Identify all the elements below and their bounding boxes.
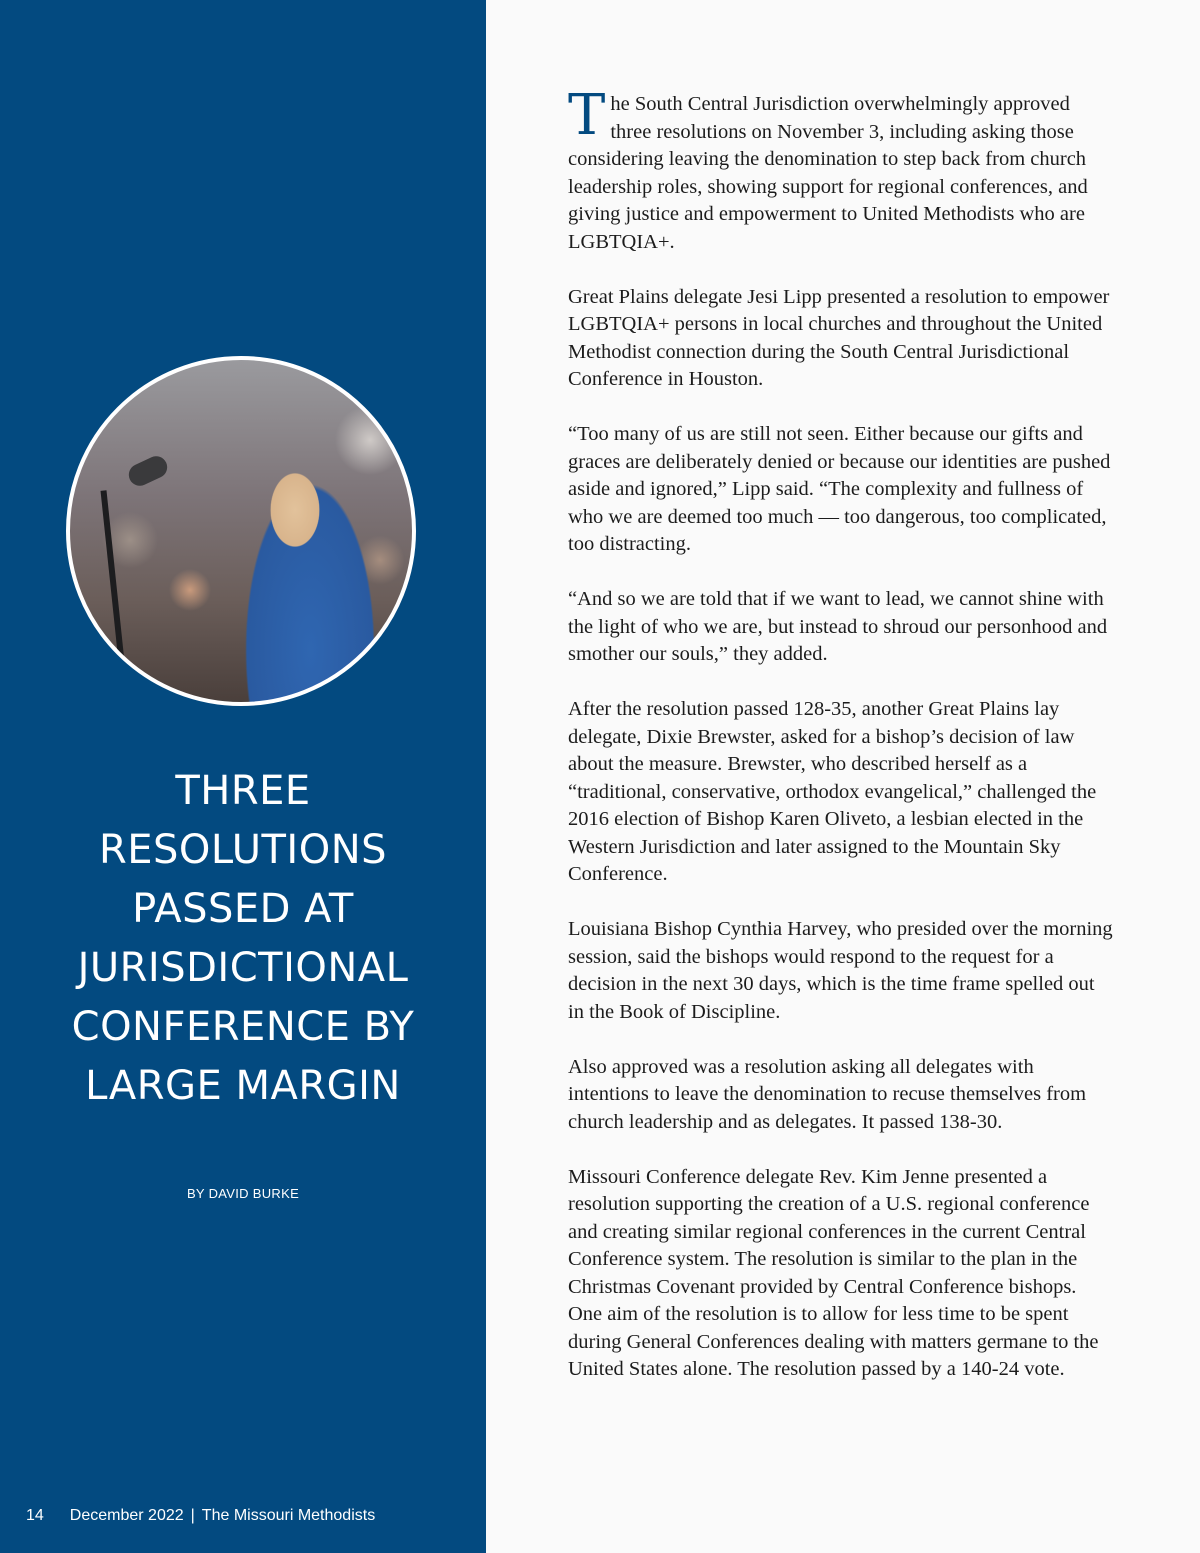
publication-name: The Missouri Methodists — [201, 1507, 376, 1524]
article-paragraph: Great Plains delegate Jesi Lipp presented a resolution to empower LGBTQIA+ persons in local churches and throughout the United Methodist connection during the South Central Jurisdictional Conference in Houston. — [568, 285, 1110, 390]
article-paragraph: Also approved was a resolution asking all delegates with intentions to leave the denomination to recuse themselves from church leadership and as delegates. It passed 138-30. — [568, 1055, 1087, 1133]
footer-separator: | — [190, 1507, 195, 1524]
sidebar-panel — [0, 0, 486, 1553]
article-body — [568, 83, 1113, 1411]
article-paragraph: “And so we are told that if we want to lead, we cannot shine with the light of who we are, but instead to shroud our personhood and smother our souls,” they added. — [568, 588, 1108, 665]
speaker-photo — [66, 356, 416, 706]
article-paragraph: Missouri Conference delegate Rev. Kim Jenne presented a resolution supporting the creation of a U.S. regional conference and creating similar regional conferences in the current Central Conference system. The resolution is similar to the plan in the Christmas Covenant provided by Central Conference bishops. One aim of the resolution is to allow for less time to be spent during General Conferences dealing with matters germane to the United States alone. The resolution passed by a 140-24 vote. — [568, 1165, 1099, 1380]
page-footer — [26, 1507, 375, 1525]
article-paragraph — [568, 83, 1113, 256]
article-paragraph: After the resolution passed 128-35, another Great Plains lay delegate, Dixie Brewster, asked for a bishop’s decision of law about the measure. Brewster, who described herself as a “traditional, conservative, orthodox evangelical,” challenged the 2016 election of Bishop Karen Oliveto, a lesbian elected in the Western Jurisdiction and later assigned to the Mountain Sky Conference. — [568, 698, 1097, 885]
article-paragraph: “Too many of us are still not seen. Either because our gifts and graces are deliberately denied or because our identities are pushed aside and ignored,” Lipp said. “The complexity and fullness of who we are deemed too much — too dangerous, too complicated, too distracting. — [568, 423, 1111, 555]
article-headline: THREE RESOLUTIONS PASSED AT JURISDICTIONAL CONFERENCE BY LARGE MARGIN — [71, 768, 415, 1109]
article-paragraph: Louisiana Bishop Cynthia Harvey, who presided over the morning session, said the bishops would respond to the request for a decision in the next 30 days, which is the time frame spelled out in the Book of Discipline. — [568, 918, 1113, 1023]
microphone-stand — [101, 490, 130, 706]
page-number: 14 — [26, 1507, 44, 1524]
issue-date: December 2022 — [69, 1507, 184, 1524]
article-byline: BY DAVID BURKE — [186, 1186, 300, 1201]
paragraph-text: he South Central Jurisdiction overwhelmingly approved three resolutions on November 3, including asking those considering leaving the denomination to step back from church leadership roles, showing support for regional conferences, and giving justice and empowerment to United Methodists who are LGBTQIA+. — [568, 93, 1088, 253]
microphone-icon — [125, 453, 171, 490]
drop-cap: T — [568, 83, 606, 148]
